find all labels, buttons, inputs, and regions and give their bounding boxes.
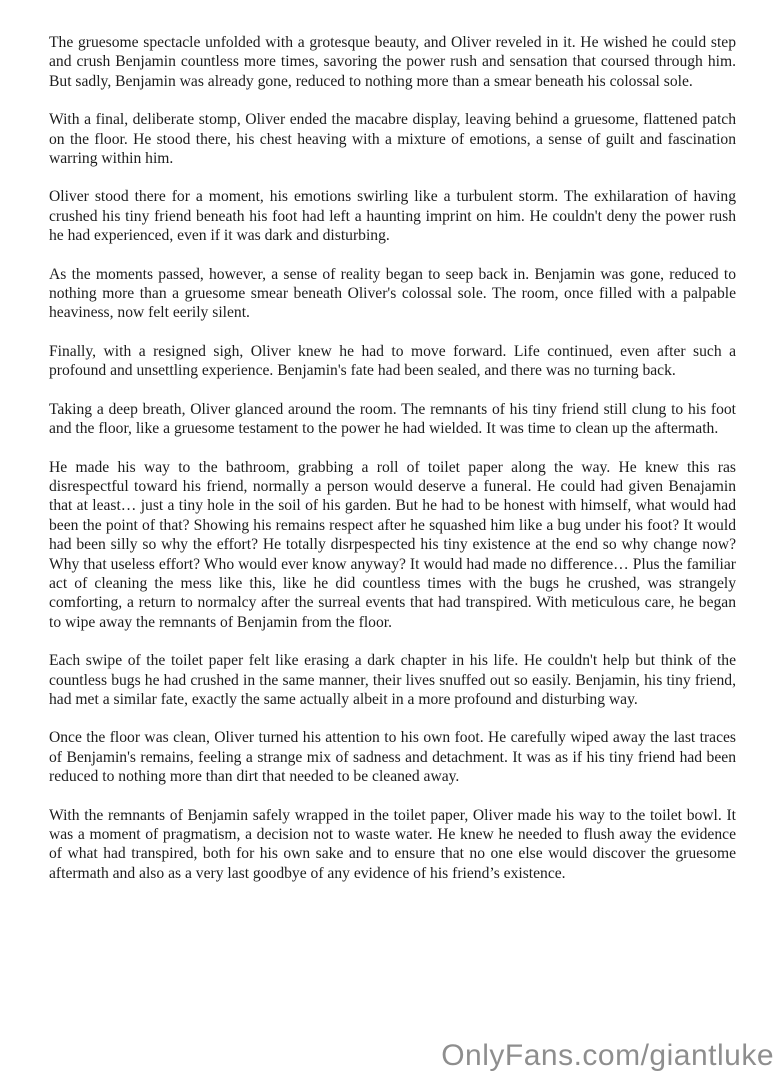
paragraph-6: Taking a deep breath, Oliver glanced around the room. The remnants of his tiny friend still clung to his foot and the floor, like a gruesome testament to the power he had wielded. It was time to clean up the aftermath. — [49, 400, 736, 438]
paragraph-9: Once the floor was clean, Oliver turned his attention to his own foot. He carefully wiped away the last traces of Benjamin's remains, feeling a strange mix of sadness and detachment. It was as if his tiny friend had been reduced to nothing more than dirt that needed to be cleaned away. — [49, 729, 736, 786]
paragraph-3: Oliver stood there for a moment, his emotions swirling like a turbulent storm. The exhilaration of having crushed his tiny friend beneath his foot had left a haunting imprint on him. He couldn't deny the power rush he had experienced, even if it was dark and disturbing. — [49, 188, 736, 245]
paragraph-5: Finally, with a resigned sigh, Oliver knew he had to move forward. Life continued, even after such a profound and unsettling experience. Benjamin's fate had been sealed, and there was no turning back. — [49, 342, 736, 380]
paragraph-10: With the remnants of Benjamin safely wrapped in the toilet paper, Oliver made his way to the toilet bowl. It was a moment of pragmatism, a decision not to waste water. He knew he needed to flush away the evidence of what had transpired, both for his own sake and to ensure that no one else would discover the gruesome aftermath and also as a very last goodbye of any evidence of his friend’s existence. — [49, 806, 736, 882]
paragraph-8: Each swipe of the toilet paper felt like erasing a dark chapter in his life. He couldn't help but think of the countless bugs he had crushed in the same manner, their lives snuffed out so easily. Benjamin, his tiny friend, had met a similar fate, exactly the same actually albeit in a more profound and disturbing way. — [49, 652, 736, 708]
paragraph-1: The gruesome spectacle unfolded with a grotesque beauty, and Oliver reveled in it. He wished he could step and crush Benjamin countless more times, savoring the power rush and sensation that coursed through him. But sadly, Benjamin was already gone, reduced to nothing more than a smear beneath his colossal sole. — [49, 34, 736, 90]
paragraph-4: As the moments passed, however, a sense of reality began to seep back in. Benjamin was gone, reduced to nothing more than a gruesome smear beneath Oliver's colossal sole. The room, once filled with a palpable heaviness, now felt eerily silent. — [49, 265, 736, 322]
paragraph-7: He made his way to the bathroom, grabbing a roll of toilet paper along the way. He knew this ras disrespectful toward his friend, normally a person would deserve a funeral. He could had given Benajamin that at least… just a tiny hole in the soil of his garden. But he had to be honest with himself, what would had been the point of that? Showing his remains respect after he squashed him like a bug under his foot? It would had been silly so why the effort? He totally disrpespected his tiny existence at the end so why change now? Why that useless effort? Who would ever know anyway? It would had made no difference… Plus the familiar act of cleaning the mess like this, like he did countless times with the bugs he crushed, was strangely comforting, a return to normalcy after the surreal events that had transpired. With meticulous care, he began to wipe away the remnants of Benjamin from the floor. — [49, 458, 736, 631]
paragraph-2: With a final, deliberate stomp, Oliver ended the macabre display, leaving behind a gruesome, flattened patch on the floor. He stood there, his chest heaving with a mixture of emotions, a sense of guilt and fascination warring within him. — [49, 111, 736, 168]
onlyfans-watermark-text: OnlyFans.com/giantluke — [441, 1039, 774, 1072]
